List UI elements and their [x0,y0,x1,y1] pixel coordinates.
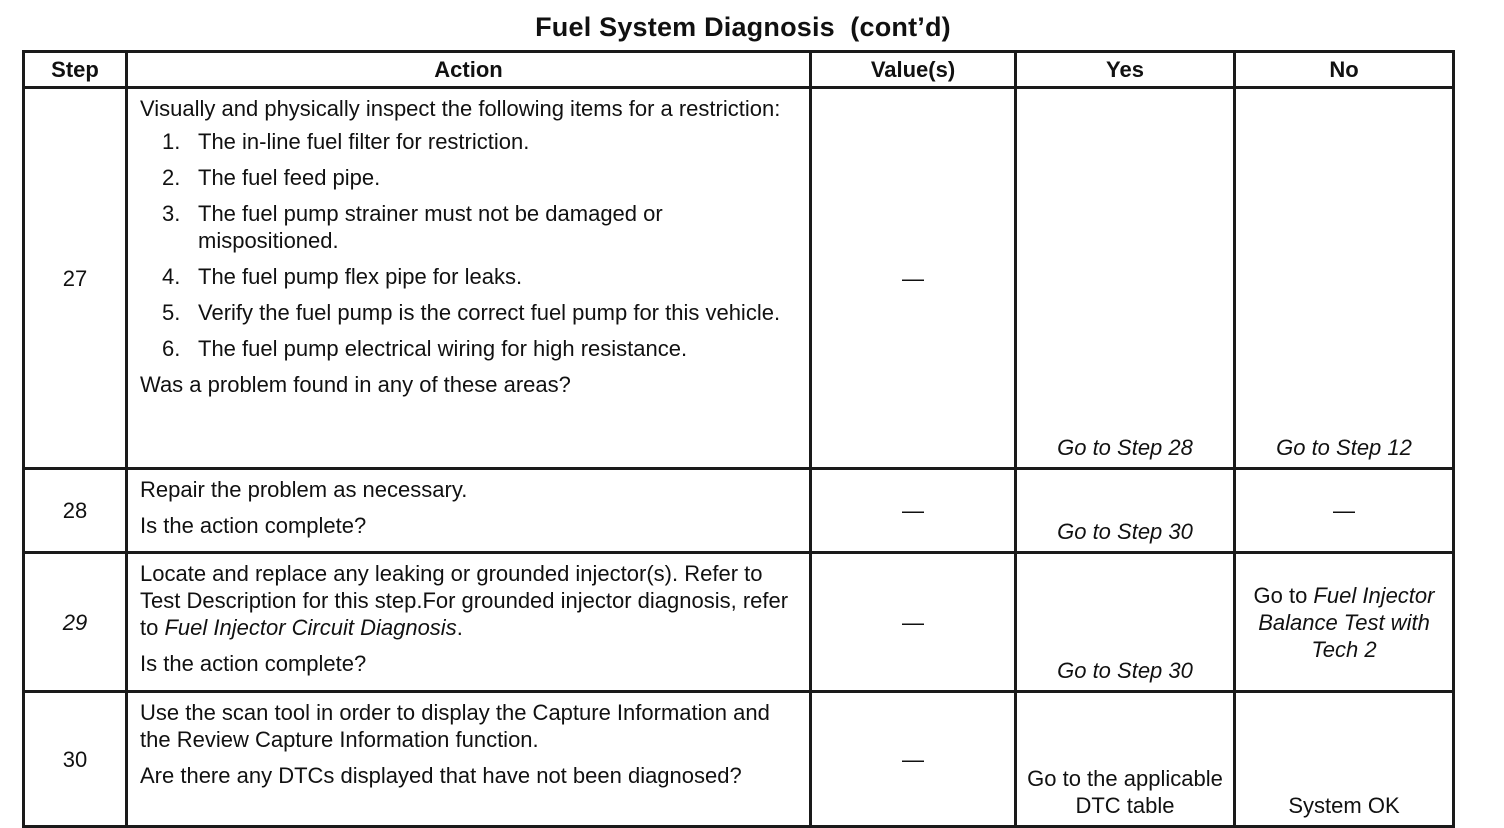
action-text: Use the scan tool in order to display the Capture Information and the Review Capture Information function. [140,700,770,752]
reference-link: Fuel Injector Circuit Diagnosis [164,615,457,640]
action-question: Is the action complete? [140,513,367,538]
action-cell [127,88,811,469]
diagnosis-table [22,50,1455,828]
action-cell [127,553,811,692]
list-item: 3. The fuel pump strainer must not be damaged or mispositioned. [162,201,663,253]
table-row-step-30 [24,692,1454,827]
table-row-step-27 [24,88,1454,469]
action-text: Locate and replace any leaking or grounded injector(s). Refer to Test Description for this step.For grounded injector diagnosis, refer to Fuel Injector Circuit Diagnosis. [140,561,789,640]
value-cell: — [811,553,1016,692]
yes-cell: Go to the applicable DTC table [1016,692,1235,827]
action-question: Is the action complete? [140,651,367,676]
table-header-row [24,52,1454,88]
value-cell: — [811,469,1016,553]
table-row-step-28 [24,469,1454,553]
step-number: 30 [24,692,127,827]
action-question: Are there any DTCs displayed that have not been diagnosed? [140,763,742,788]
step-number: 28 [24,469,127,553]
header-step: Step [24,52,127,88]
no-cell: Go to Step 12 [1235,88,1454,469]
header-values: Value(s) [811,52,1016,88]
action-text: Repair the problem as necessary. [140,477,468,502]
list-item: 1. The in-line fuel filter for restriction. [162,129,530,154]
no-cell: Go to Fuel Injector Balance Test with Tech 2 [1235,553,1454,692]
yes-cell: Go to Step 30 [1016,469,1235,553]
list-item: 5. Verify the fuel pump is the correct fuel pump for this vehicle. [162,300,781,325]
document-title: Fuel System Diagnosis (cont’d) [535,12,951,42]
action-cell [127,469,811,553]
no-cell: — [1235,469,1454,553]
action-cell [127,692,811,827]
no-cell: System OK [1235,692,1454,827]
list-item: 6. The fuel pump electrical wiring for high resistance. [162,336,688,361]
step-number: 27 [24,88,127,469]
header-no: No [1235,52,1454,88]
table-row-step-29 [24,553,1454,692]
value-cell: — [811,692,1016,827]
list-item: 4. The fuel pump flex pipe for leaks. [162,264,523,289]
header-yes: Yes [1016,52,1235,88]
step-number: 29 [24,553,127,692]
yes-cell: Go to Step 28 [1016,88,1235,469]
list-item: 2. The fuel feed pipe. [162,165,381,190]
yes-cell: Go to Step 30 [1016,553,1235,692]
reference-link: Fuel Injector Balance Test with Tech 2 [1258,582,1435,662]
action-question: Was a problem found in any of these areas? [140,372,571,397]
header-action: Action [127,52,811,88]
inspection-list [140,128,799,362]
value-cell: — [811,88,1016,469]
action-intro: Visually and physically inspect the following items for a restriction: [140,96,781,121]
